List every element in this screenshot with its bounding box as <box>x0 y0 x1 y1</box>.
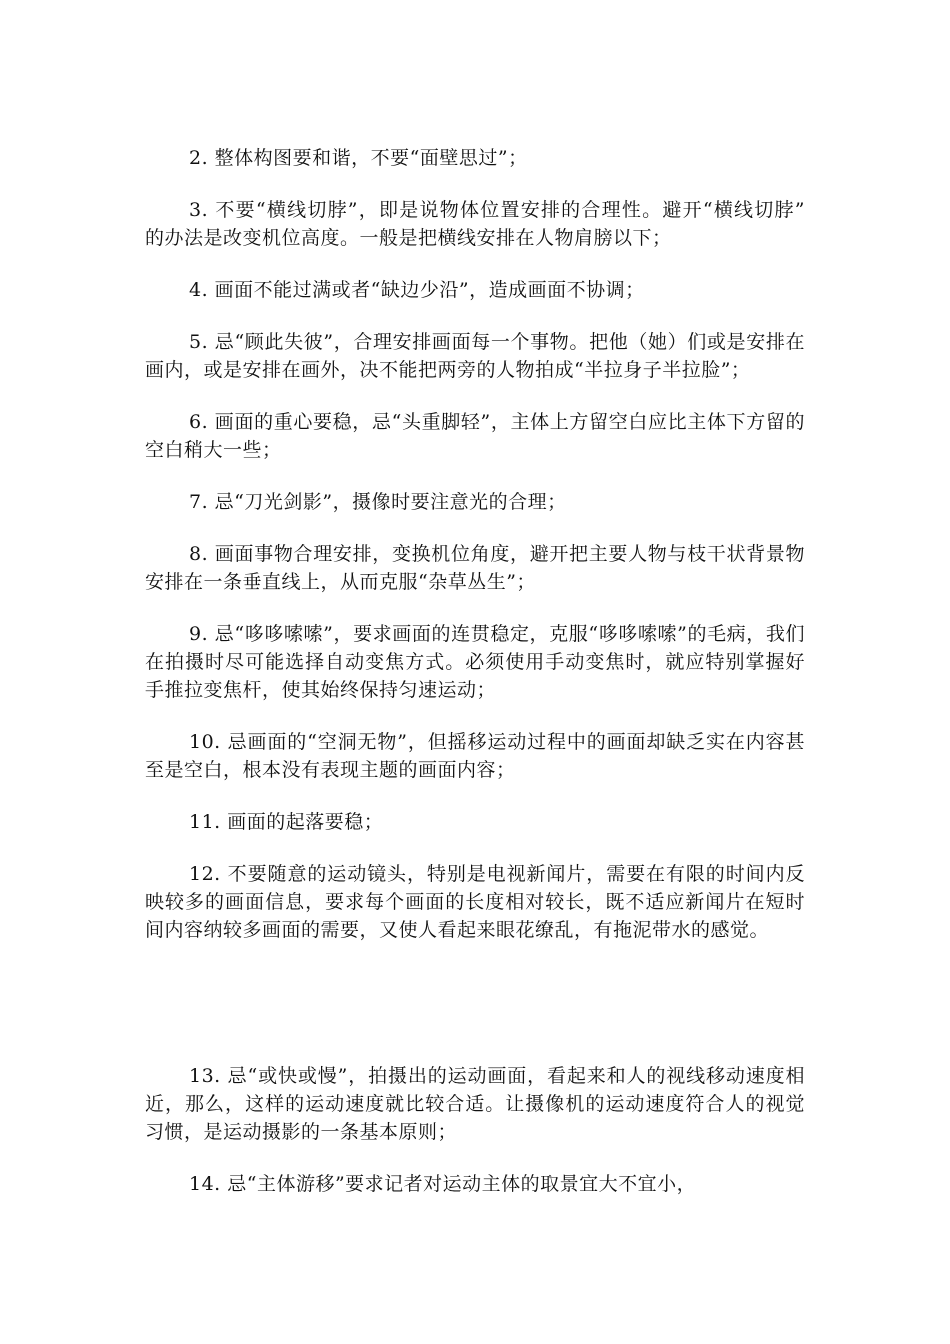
paragraph-item-8: 8. 画面事物合理安排，变换机位角度，避开把主要人物与枝干状背景物安排在一条垂直线上，从而克服“杂草丛生”； <box>145 543 805 593</box>
paragraph-item-14: 14. 忌“主体游移”要求记者对运动主体的取景宜大不宜小， <box>189 1173 697 1195</box>
paragraph-item-9: 9. 忌“哆哆嗦嗦”，要求画面的连贯稳定，克服“哆哆嗦嗦”的毛病，我们在拍摄时尽可能选择自动变焦方式。必须使用手动变焦时，就应特别掌握好手推拉变焦杆，使其始终保持匀速运动； <box>145 623 805 701</box>
paragraph-item-7: 7. 忌“刀光剑影”，摄像时要注意光的合理； <box>189 491 567 513</box>
paragraph-item-5: 5. 忌“顾此失彼”，合理安排画面每一个事物。把他（她）们或是安排在画内，或是安排在画外，决不能把两旁的人物拍成“半拉身子半拉脸”； <box>145 331 805 381</box>
paragraph-item-12: 12. 不要随意的运动镜头，特别是电视新闻片，需要在有限的时间内反映较多的画面信息，要求每个画面的长度相对较长，既不适应新闻片在短时间内容纳较多画面的需要，又使人看起来眼花缭乱，有拖泥带水的感觉。 <box>145 863 805 941</box>
paragraph-item-2: 2. 整体构图要和谐，不要“面壁思过”； <box>189 147 528 169</box>
paragraph-item-13: 13. 忌“或快或慢”，拍摄出的运动画面，看起来和人的视线移动速度相近，那么，这样的运动速度就比较合适。让摄像机的运动速度符合人的视觉习惯，是运动摄影的一条基本原则； <box>145 1065 805 1143</box>
paragraph-item-10: 10. 忌画面的“空洞无物”，但摇移运动过程中的画面却缺乏实在内容甚至是空白，根本没有表现主题的画面内容； <box>145 731 805 781</box>
paragraph-item-11: 11. 画面的起落要稳； <box>189 811 384 833</box>
page-gap <box>145 968 805 1062</box>
paragraph-item-6: 6. 画面的重心要稳，忌“头重脚轻”，主体上方留空白应比主体下方留的空白稍大一些； <box>145 411 805 461</box>
document-body <box>145 144 805 1222</box>
paragraph-item-3: 3. 不要“横线切脖”，即是说物体位置安排的合理性。避开“横线切脖” 的办法是改变机位高度。一般是把横线安排在人物肩膀以下； <box>145 199 805 249</box>
paragraph-item-4: 4. 画面不能过满或者“缺边少沿”，造成画面不协调； <box>189 279 645 301</box>
